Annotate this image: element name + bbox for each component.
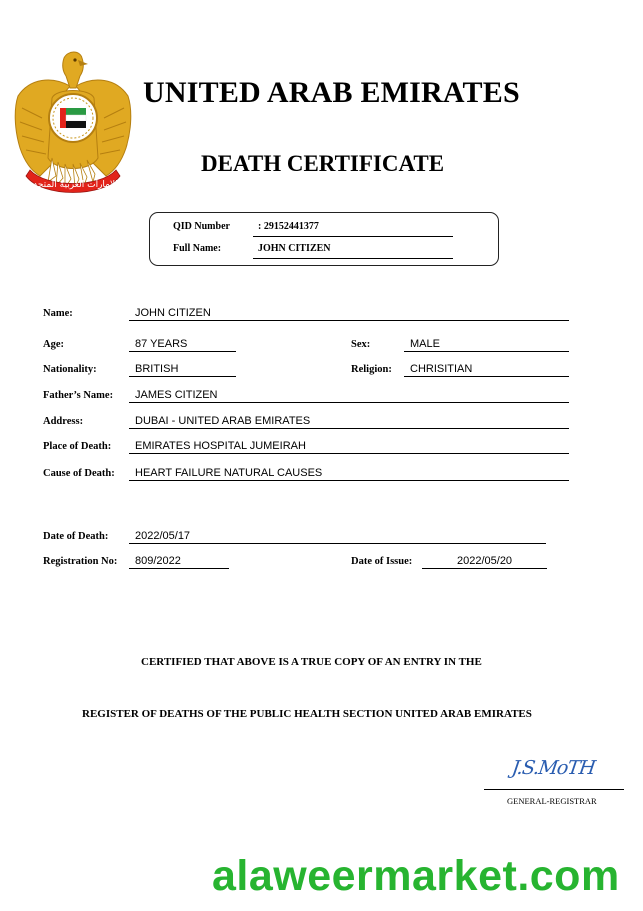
date-of-death-value: 2022/05/17: [135, 530, 191, 542]
age-value: 87 YEARS: [135, 338, 188, 350]
date-of-issue-label: Date of Issue:: [351, 556, 413, 567]
fullname-label: Full Name:: [173, 243, 222, 254]
father-name-label: Father’s Name:: [43, 390, 114, 401]
sex-label: Sex:: [351, 339, 371, 350]
name-label: Name:: [43, 308, 73, 319]
registration-no-value: 809/2022: [135, 555, 181, 567]
document-title: DEATH CERTIFICATE: [201, 151, 445, 176]
nationality-value: BRITISH: [135, 363, 179, 375]
nationality-label: Nationality:: [43, 364, 97, 375]
certification-line-2: REGISTER OF DEATHS OF THE PUBLIC HEALTH SECTION UNITED ARAB EMIRATES: [82, 708, 532, 720]
date-of-issue-value: 2022/05/20: [457, 555, 513, 567]
emblem-arabic-text: الإمارات العربية المتحدة: [28, 180, 118, 190]
place-of-death-value: EMIRATES HOSPITAL JUMEIRAH: [135, 440, 306, 452]
fullname-value: JOHN CITIZEN: [258, 243, 331, 254]
signature-line: [484, 789, 624, 790]
cause-of-death-label: Cause of Death:: [43, 468, 115, 479]
certification-line-1: CERTIFIED THAT ABOVE IS A TRUE COPY OF AN ENTRY IN THE: [141, 656, 482, 668]
cause-of-death-value: HEART FAILURE NATURAL CAUSES: [135, 467, 323, 479]
place-of-death-label: Place of Death:: [43, 441, 112, 452]
name-value: JOHN CITIZEN: [135, 307, 211, 319]
registrar-title: GENERAL-REGISTRAR: [507, 796, 597, 806]
date-of-death-label: Date of Death:: [43, 531, 109, 542]
qid-label: QID Number: [173, 221, 230, 232]
religion-label: Religion:: [351, 364, 392, 375]
age-label: Age:: [43, 339, 64, 350]
address-value: DUBAI - UNITED ARAB EMIRATES: [135, 415, 311, 427]
date-of-death-underline: [129, 529, 546, 544]
qid-value: : 29152441377: [258, 221, 319, 232]
sex-value: MALE: [410, 338, 440, 350]
registration-no-label: Registration No:: [43, 556, 118, 567]
father-name-value: JAMES CITIZEN: [135, 389, 218, 401]
signature: J.S.MoTH: [510, 757, 597, 779]
watermark-text: alaweermarket.com: [212, 852, 620, 900]
uae-emblem: [12, 48, 134, 200]
religion-value: CHRISITIAN: [410, 363, 473, 375]
country-title: UNITED ARAB EMIRATES: [143, 76, 520, 109]
address-label: Address:: [43, 416, 84, 427]
